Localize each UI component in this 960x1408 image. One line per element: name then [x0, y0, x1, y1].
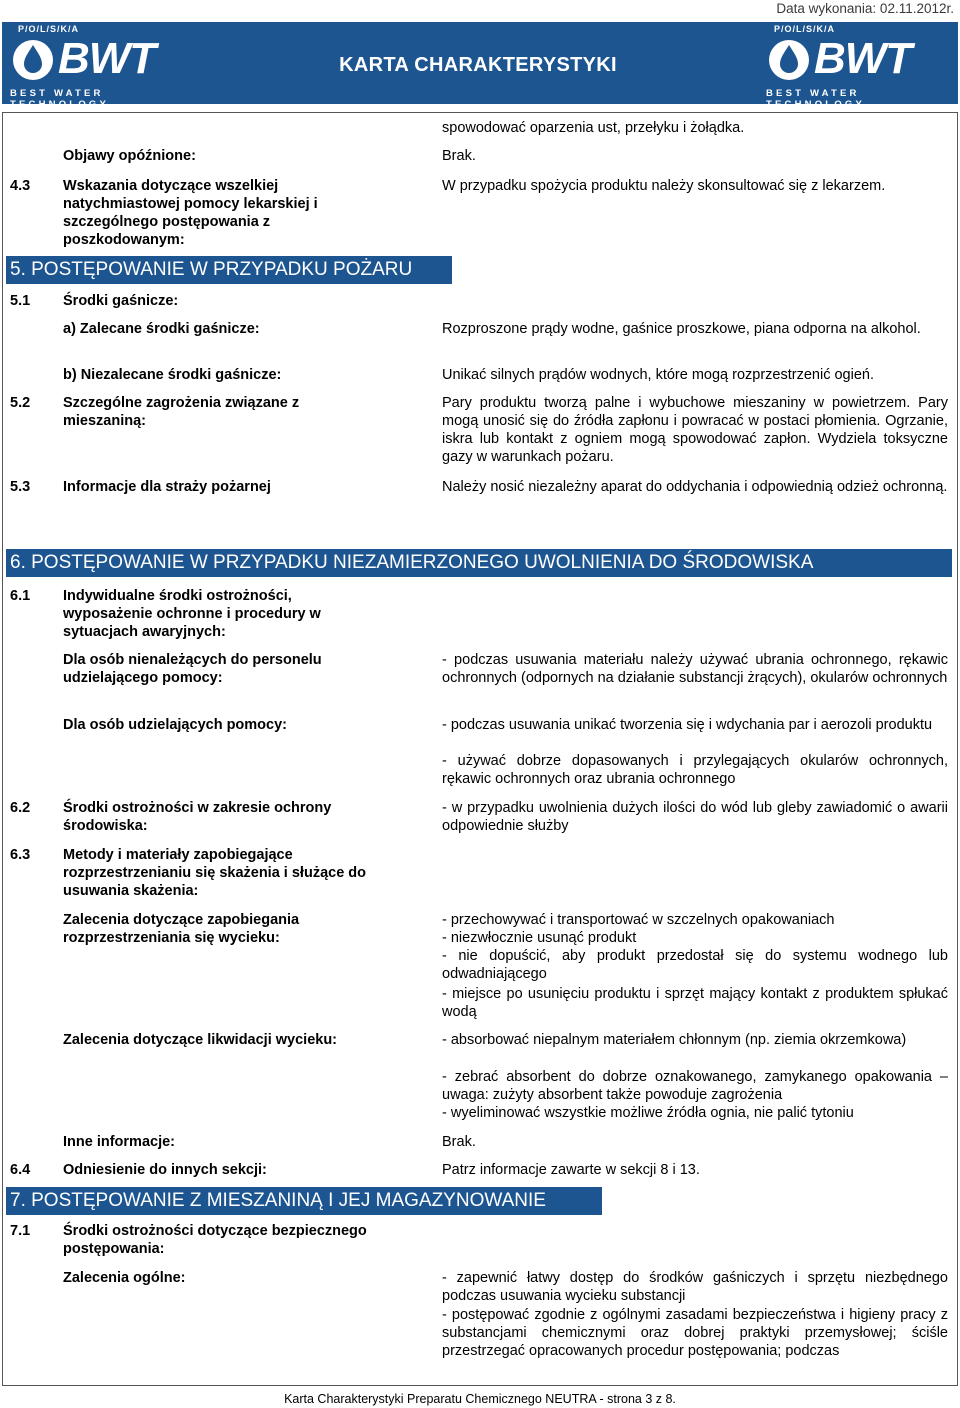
general-recommendations-label: Zalecenia ogólne:: [63, 1270, 186, 1286]
s51-number: 5.1: [10, 293, 31, 309]
s52-label-line1: Szczególne zagrożenia związane z: [63, 395, 300, 411]
containment-value-4: - miejsce po usunięciu produktu i sprzęt mający kontakt z produktem spłukać wodą: [442, 986, 948, 1020]
other-info-label: Inne informacje:: [63, 1134, 175, 1150]
s43-label-line4: poszkodowanym:: [63, 232, 185, 248]
s64-value: Patrz informacje zawarte w sekcji 8 i 13.: [442, 1162, 700, 1178]
s62-number: 6.2: [10, 800, 31, 816]
non-emergency-label-line1: Dla osób nienależących do personelu: [63, 652, 322, 668]
unsuitable-extinguishers-value: Unikać silnych prądów wodnych, które mogą rozprzestrzenić ogień.: [442, 367, 874, 383]
containment-value-2: - niezwłocznie usunąć produkt: [442, 930, 637, 946]
s71-label-line2: postępowania:: [63, 1241, 165, 1257]
emergency-responders-value-1: - podczas usuwania unikać tworzenia się i wdychania par i aerozoli produktu: [442, 717, 933, 733]
document-date: Data wykonania: 02.11.2012r.: [776, 1, 954, 16]
page-title: KARTA CHARAKTERYSTYKI: [339, 54, 617, 76]
other-info-value: Brak.: [442, 1134, 476, 1150]
s43-label-line3: szczególnego postępowania z: [63, 214, 271, 230]
s43-label-line1: Wskazania dotyczące wszelkiej: [63, 178, 279, 194]
containment-label-line1: Zalecenia dotyczące zapobiegania: [63, 912, 300, 928]
s62-value: - w przypadku uwolnienia dużych ilości do wód lub gleby zawiadomić o awarii odpowiednie służby: [442, 800, 948, 834]
containment-value-1: - przechowywać i transportować w szczelnych opakowaniach: [442, 912, 835, 928]
recommended-extinguishers-value: Rozproszone prądy wodne, gaśnice proszkowe, piana odporna na alkohol.: [442, 321, 921, 337]
s61-label-line2: wyposażenie ochronne i procedury w: [63, 606, 321, 622]
s71-label-line1: Środki ostrożności dotyczące bezpiecznego: [63, 1223, 367, 1239]
s62-label-line1: Środki ostrożności w zakresie ochrony: [63, 800, 332, 816]
s61-number: 6.1: [10, 588, 31, 604]
s63-label-line2: rozprzestrzenianiu się skażenia i służące do: [63, 865, 366, 881]
s53-number: 5.3: [10, 479, 31, 495]
cleanup-value-1: - absorbować niepalnym materiałem chłonnym (np. ziemia okrzemkowa): [442, 1032, 907, 1048]
non-emergency-label-line2: udzielającego pomocy:: [63, 670, 223, 686]
delayed-symptoms-value: Brak.: [442, 148, 476, 164]
s43-label-line2: natychmiastowej pomocy lekarskiej i: [63, 196, 318, 212]
s63-number: 6.3: [10, 847, 31, 863]
s52-number: 5.2: [10, 395, 31, 411]
s71-number: 7.1: [10, 1223, 31, 1239]
s52-label-line2: mieszaniną:: [63, 413, 146, 429]
logo-tagline: BEST WATER TECHNOLOGY: [766, 88, 866, 110]
emergency-responders-label: Dla osób udzielających pomocy:: [63, 717, 287, 733]
s61-label-line3: sytuacjach awaryjnych:: [63, 624, 226, 640]
logo-country-label: P/O/L/S/K/A: [774, 24, 836, 34]
emergency-responders-value-2: - używać dobrze dopasowanych i przylegających okularów ochronnych, rękawic ochronnych oraz ubrania ochronnego: [442, 753, 948, 787]
section-7-heading: 7. POSTĘPOWANIE Z MIESZANINĄ I JEJ MAGAZYNOWANIE: [6, 1187, 602, 1215]
non-emergency-value: - podczas usuwania materiału należy używać ubrania ochronnego, rękawic ochronnych (odpornych na działanie substancji żrących), okularów ochronnych: [442, 652, 948, 686]
logo-tagline: BEST WATER TECHNOLOGY: [10, 88, 110, 110]
section-5-heading: 5. POSTĘPOWANIE W PRZYPADKU POŻARU: [6, 256, 452, 284]
s63-label-line3: usuwania skażenia:: [63, 883, 199, 899]
cleanup-label: Zalecenia dotyczące likwidacji wycieku:: [63, 1032, 338, 1048]
recommended-extinguishers-label: a) Zalecane środki gaśnicze:: [63, 321, 260, 337]
general-recommendations-value-1: - zapewnić łatwy dostęp do środków gaśniczych i sprzętu niezbędnego podczas usuwania wycieku substancji: [442, 1270, 948, 1304]
section-6-heading: 6. POSTĘPOWANIE W PRZYPADKU NIEZAMIERZONEGO UWOLNIENIA DO ŚRODOWISKA: [6, 549, 952, 577]
containment-value-3: - nie dopuścić, aby produkt przedostał się do systemu wodnego lub odwadniającego: [442, 948, 948, 982]
s53-value: Należy nosić niezależny aparat do oddychania i odpowiednią odzież ochronną.: [442, 479, 948, 495]
general-recommendations-value-2: - postępować zgodnie z ogólnymi zasadami bezpieczeństwa i higieny pracy z substancjami chemicznymi oraz dobrej praktyki przemysłowej; ściśle przestrzegać opracowanych procedur postępowania; podczas: [442, 1307, 948, 1359]
page-footer: Karta Charakterystyki Preparatu Chemicznego NEUTRA - strona 3 z 8.: [284, 1392, 676, 1406]
s4-continued-text: spowodować oparzenia ust, przełyku i żołądka.: [442, 120, 745, 136]
s53-label: Informacje dla straży pożarnej: [63, 479, 271, 495]
logo-country-label: P/O/L/S/K/A: [18, 24, 80, 34]
s52-value: Pary produktu tworzą palne i wybuchowe mieszaniny w powietrzem. Pary mogą unosić się do źródła zapłonu i powracać w postaci płomienia. Ogrzanie, iskra lub kontakt z ogniem mogą spowodować zapłon. Wydziela toksyczne gazy w warunkach pożaru.: [442, 395, 948, 465]
s64-number: 6.4: [10, 1162, 31, 1178]
unsuitable-extinguishers-label: b) Niezalecane środki gaśnicze:: [63, 367, 282, 383]
logo-brand: BWT: [58, 34, 156, 83]
s43-number: 4.3: [10, 178, 31, 194]
containment-label-line2: rozprzestrzeniania się wycieku:: [63, 930, 280, 946]
s51-label: Środki gaśnicze:: [63, 293, 179, 309]
cleanup-value-2: - zebrać absorbent do dobrze oznakowanego, zamykanego opakowania – uwaga: zużyty absorbent także powoduje zagrożenia: [442, 1069, 948, 1103]
s63-label-line1: Metody i materiały zapobiegające: [63, 847, 293, 863]
water-drop-icon: [766, 36, 812, 82]
bwt-logo-right: [766, 24, 956, 110]
delayed-symptoms-label: Objawy opóźnione:: [63, 148, 196, 164]
s62-label-line2: środowiska:: [63, 818, 148, 834]
logo-brand: BWT: [814, 34, 912, 83]
cleanup-value-3: - wyeliminować wszystkie możliwe źródła ognia, nie palić tytoniu: [442, 1105, 854, 1121]
s64-label: Odniesienie do innych sekcji:: [63, 1162, 267, 1178]
s43-value: W przypadku spożycia produktu należy skonsultować się z lekarzem.: [442, 178, 886, 194]
s61-label-line1: Indywidualne środki ostrożności,: [63, 588, 292, 604]
